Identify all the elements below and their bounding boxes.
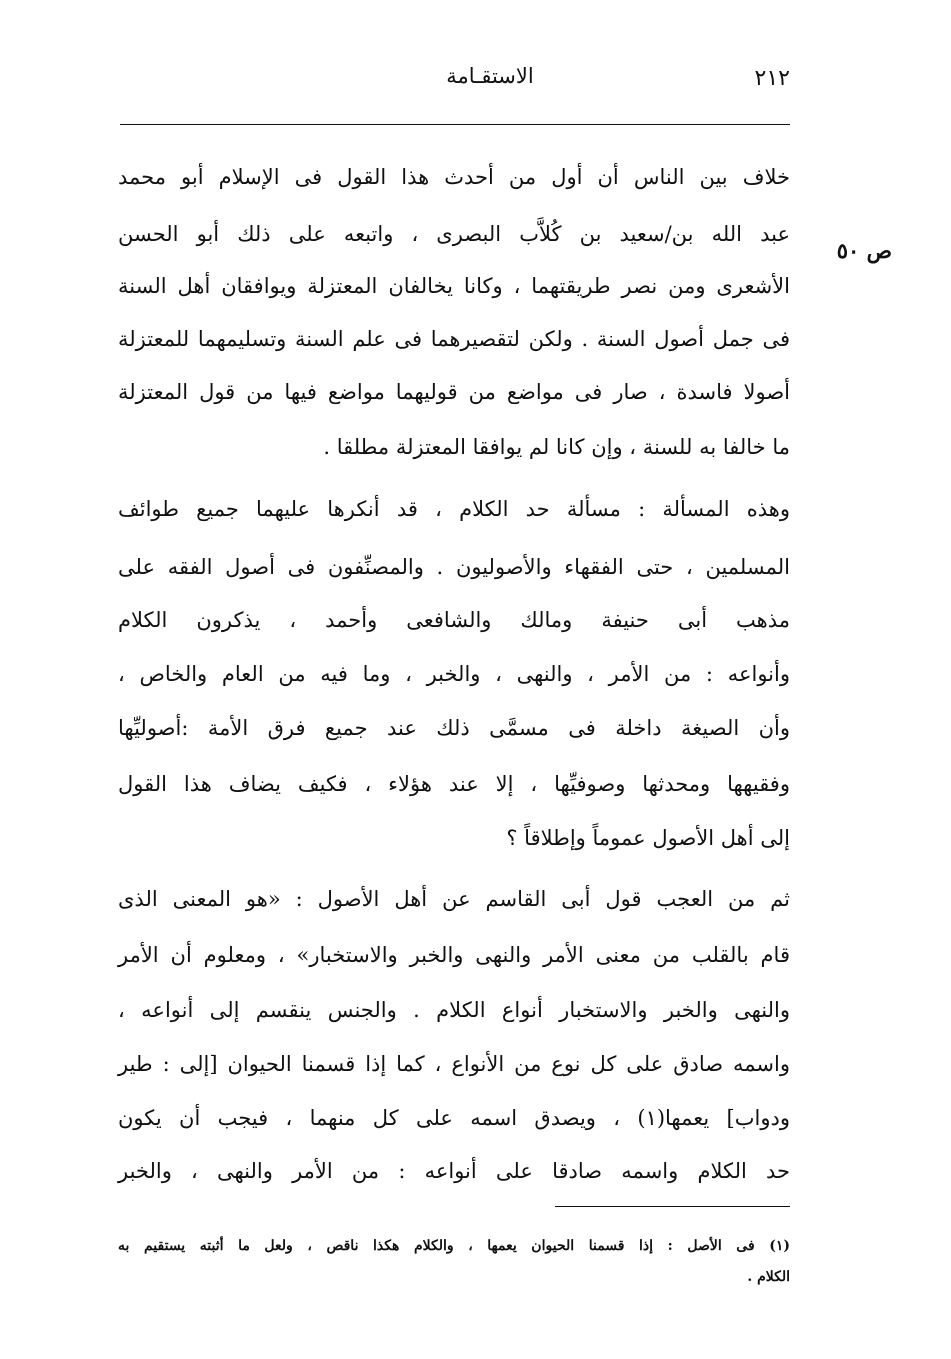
body-line: الأشعرى ومن نصر طريقتهما ، وكانا يخالفان المعتزلة ويوافقان أهل السنة: [118, 274, 790, 298]
footnote-line: (١) فى الأصل : إذا قسمنا الحيوان يعمها ، والكلام هكذا ناقص ، ولعل ما أثبته يستقيم به: [118, 1238, 790, 1254]
body-line: حد الكلام واسمه صادقا على أنواعه : من الأمر والنهى ، والخبر: [118, 1159, 790, 1183]
body-line: واسمه صادق على كل نوع من الأنواع ، كما إذا قسمنا الحيوان [إلى : طير: [118, 1052, 790, 1076]
body-line: المسلمين ، حتى الفقهاء والأصوليون . والمصنِّفون فى أصول الفقه على: [118, 555, 790, 579]
body-line: وفقيهها ومحدثها وصوفيِّها ، إلا عند هؤلاء ، فكيف يضاف هذا القول: [118, 772, 790, 796]
margin-page-reference: ص ٥٠: [836, 238, 892, 263]
body-line: ثم من العجب قول أبى القاسم عن أهل الأصول : «هو المعنى الذى: [118, 887, 790, 911]
body-line: عبد الله بن/سعيد بن كُلاَّب البصرى ، واتبعه على ذلك أبو الحسن: [118, 222, 790, 246]
body-line: وأن الصيغة داخلة فى مسمَّى ذلك عند جميع فرق الأمة :أصوليِّها: [118, 716, 790, 740]
running-title: الاستقـامة: [446, 64, 534, 88]
body-line: ما خالفا به للسنة ، وإن كانا لم يوافقا المعتزلة مطلقا .: [323, 435, 790, 459]
body-line: أصولا فاسدة ، صار فى مواضع من قوليهما مواضع فيها من قول المعتزلة: [118, 380, 790, 404]
body-line: والنهى والخبر والاستخبار أنواع الكلام . والجنس ينقسم إلى أنواعه ،: [118, 998, 790, 1022]
body-line: ودواب] يعمها(١) ، ويصدق اسمه على كل منهما ، فيجب أن يكون: [118, 1106, 790, 1130]
page-number: ٢١٢: [754, 66, 790, 91]
body-line: إلى أهل الأصول عموماً وإطلاقاً ؟: [506, 826, 790, 850]
body-line: خلاف بين الناس أن أول من أحدث هذا القول فى الإسلام أبو محمد: [118, 165, 790, 189]
body-line: قام بالقلب من معنى الأمر والنهى والخبر والاستخبار» ، ومعلوم أن الأمر: [118, 943, 790, 967]
body-line: وهذه المسألة : مسألة حد الكلام ، قد أنكرها عليهما جميع طوائف: [118, 497, 790, 521]
body-line: مذهب أبى حنيفة ومالك والشافعى وأحمد ، يذكرون الكلام: [118, 608, 790, 632]
footnote-line: الكلام .: [747, 1269, 790, 1285]
body-line: وأنواعه : من الأمر ، والنهى ، والخبر ، وما فيه من العام والخاص ،: [118, 662, 790, 686]
header-divider: [120, 124, 790, 125]
body-line: فى جمل أصول السنة . ولكن لتقصيرهما فى علم السنة وتسليمهما للمعتزلة: [118, 327, 790, 351]
footnote-divider: [555, 1206, 790, 1207]
